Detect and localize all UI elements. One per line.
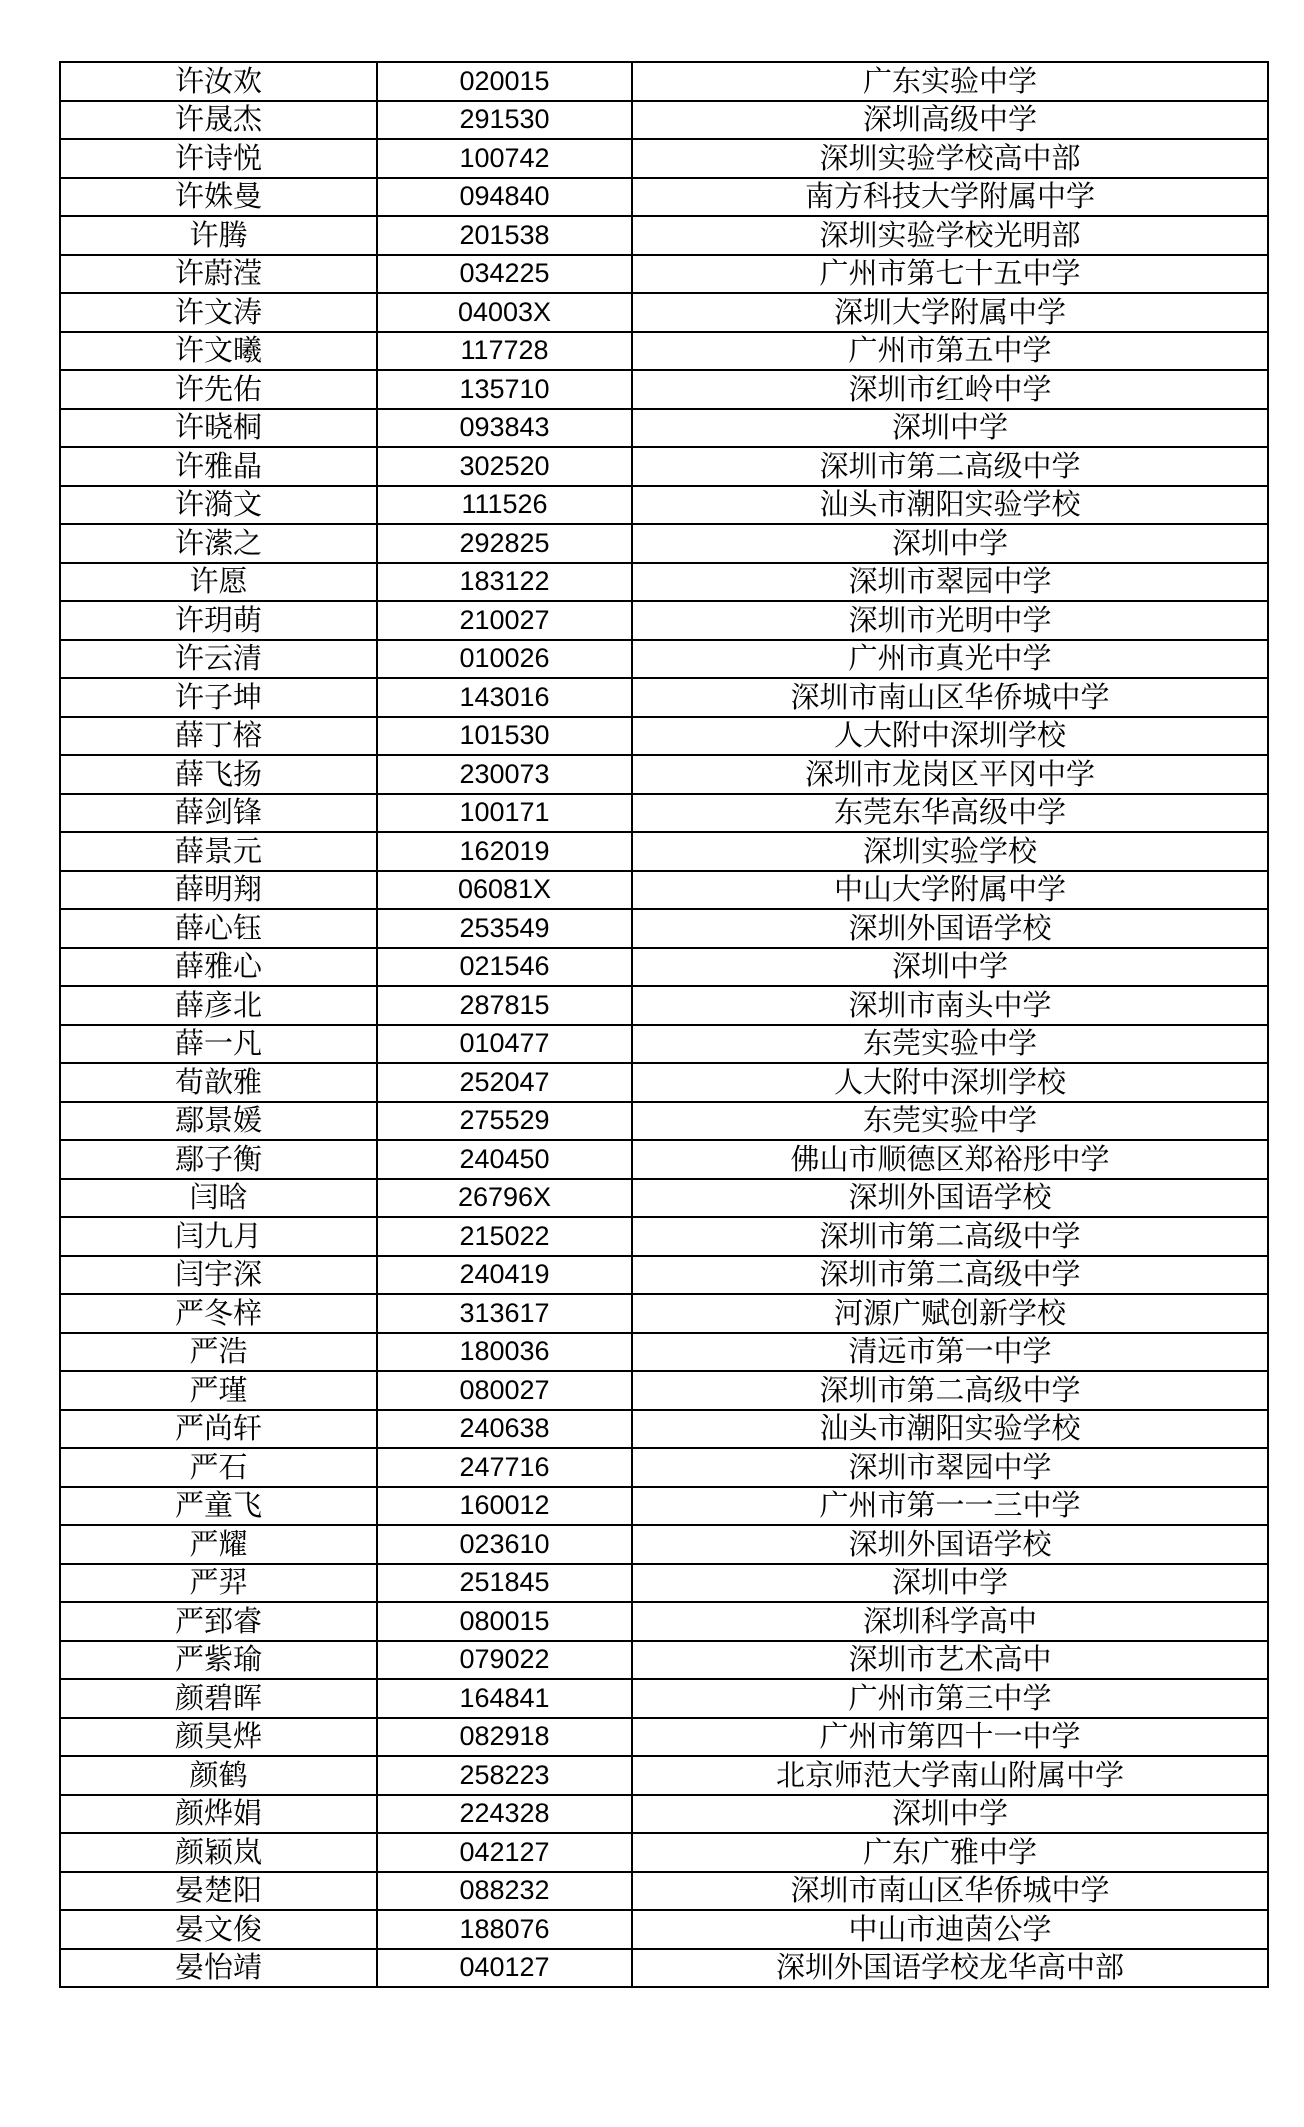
student-name-cell: 晏楚阳 bbox=[60, 1872, 377, 1911]
school-name-cell: 深圳中学 bbox=[632, 1564, 1268, 1603]
school-name-cell: 深圳市南山区华侨城中学 bbox=[632, 678, 1268, 717]
student-id-cell: 183122 bbox=[377, 563, 632, 602]
student-name-cell: 晏怡靖 bbox=[60, 1949, 377, 1988]
school-name-cell: 东莞东华高级中学 bbox=[632, 794, 1268, 833]
school-name-cell: 南方科技大学附属中学 bbox=[632, 178, 1268, 217]
student-id-cell: 034225 bbox=[377, 255, 632, 294]
student-id-cell: 010477 bbox=[377, 1025, 632, 1064]
student-name-cell: 薛心钰 bbox=[60, 909, 377, 948]
table-row bbox=[60, 409, 1268, 448]
student-id-cell: 164841 bbox=[377, 1679, 632, 1718]
student-id-cell: 117728 bbox=[377, 332, 632, 371]
school-name-cell: 深圳中学 bbox=[632, 1795, 1268, 1834]
school-name-cell: 汕头市潮阳实验学校 bbox=[632, 1410, 1268, 1449]
student-id-cell: 160012 bbox=[377, 1487, 632, 1526]
student-name-cell: 许汝欢 bbox=[60, 62, 377, 101]
school-name-cell: 北京师范大学南山附属中学 bbox=[632, 1756, 1268, 1795]
table-row bbox=[60, 1448, 1268, 1487]
school-name-cell: 汕头市潮阳实验学校 bbox=[632, 486, 1268, 525]
student-id-cell: 093843 bbox=[377, 409, 632, 448]
student-name-cell: 严童飞 bbox=[60, 1487, 377, 1526]
student-id-cell: 188076 bbox=[377, 1910, 632, 1949]
table-row bbox=[60, 101, 1268, 140]
student-name-cell: 颜昊烨 bbox=[60, 1718, 377, 1757]
table-row bbox=[60, 1217, 1268, 1256]
table-row bbox=[60, 640, 1268, 679]
school-name-cell: 深圳实验学校高中部 bbox=[632, 139, 1268, 178]
student-name-cell: 许诗悦 bbox=[60, 139, 377, 178]
student-id-cell: 101530 bbox=[377, 717, 632, 756]
student-name-cell: 许晟杰 bbox=[60, 101, 377, 140]
student-id-cell: 079022 bbox=[377, 1641, 632, 1680]
student-name-cell: 许晓桐 bbox=[60, 409, 377, 448]
student-name-cell: 薛景元 bbox=[60, 832, 377, 871]
student-id-cell: 275529 bbox=[377, 1102, 632, 1141]
school-name-cell: 深圳市第二高级中学 bbox=[632, 447, 1268, 486]
school-name-cell: 广州市真光中学 bbox=[632, 640, 1268, 679]
student-id-cell: 010026 bbox=[377, 640, 632, 679]
school-name-cell: 深圳外国语学校 bbox=[632, 1179, 1268, 1218]
school-name-cell: 深圳市红岭中学 bbox=[632, 370, 1268, 409]
student-id-cell: 088232 bbox=[377, 1872, 632, 1911]
student-name-cell: 严耀 bbox=[60, 1525, 377, 1564]
table-row bbox=[60, 1679, 1268, 1718]
table-row bbox=[60, 139, 1268, 178]
student-name-cell: 严郅睿 bbox=[60, 1602, 377, 1641]
school-name-cell: 东莞实验中学 bbox=[632, 1102, 1268, 1141]
student-id-cell: 313617 bbox=[377, 1294, 632, 1333]
table-row bbox=[60, 1833, 1268, 1872]
student-id-cell: 210027 bbox=[377, 601, 632, 640]
table-row bbox=[60, 332, 1268, 371]
school-name-cell: 深圳市第二高级中学 bbox=[632, 1371, 1268, 1410]
student-name-cell: 晏文俊 bbox=[60, 1910, 377, 1949]
table-row bbox=[60, 1487, 1268, 1526]
student-name-cell: 严冬梓 bbox=[60, 1294, 377, 1333]
student-id-cell: 291530 bbox=[377, 101, 632, 140]
school-name-cell: 深圳科学高中 bbox=[632, 1602, 1268, 1641]
school-name-cell: 东莞实验中学 bbox=[632, 1025, 1268, 1064]
table-row bbox=[60, 447, 1268, 486]
table-row bbox=[60, 1179, 1268, 1218]
table-row bbox=[60, 524, 1268, 563]
table-row bbox=[60, 1025, 1268, 1064]
school-name-cell: 广州市第四十一中学 bbox=[632, 1718, 1268, 1757]
table-row bbox=[60, 986, 1268, 1025]
student-name-cell: 严瑾 bbox=[60, 1371, 377, 1410]
student-name-cell: 闫晗 bbox=[60, 1179, 377, 1218]
table-row bbox=[60, 1718, 1268, 1757]
student-name-cell: 许姝曼 bbox=[60, 178, 377, 217]
school-name-cell: 深圳市艺术高中 bbox=[632, 1641, 1268, 1680]
student-id-cell: 215022 bbox=[377, 1217, 632, 1256]
student-name-cell: 颜鹤 bbox=[60, 1756, 377, 1795]
student-id-cell: 253549 bbox=[377, 909, 632, 948]
student-id-cell: 26796X bbox=[377, 1179, 632, 1218]
student-id-cell: 240419 bbox=[377, 1256, 632, 1295]
table-row bbox=[60, 794, 1268, 833]
table-row bbox=[60, 1140, 1268, 1179]
table-row bbox=[60, 1256, 1268, 1295]
student-id-cell: 080027 bbox=[377, 1371, 632, 1410]
student-name-cell: 严尚轩 bbox=[60, 1410, 377, 1449]
table-row bbox=[60, 293, 1268, 332]
table-row bbox=[60, 216, 1268, 255]
school-name-cell: 深圳外国语学校 bbox=[632, 1525, 1268, 1564]
school-name-cell: 深圳中学 bbox=[632, 524, 1268, 563]
table-row bbox=[60, 486, 1268, 525]
student-id-cell: 04003X bbox=[377, 293, 632, 332]
school-name-cell: 广州市第七十五中学 bbox=[632, 255, 1268, 294]
student-list-body bbox=[60, 62, 1268, 1987]
student-id-cell: 247716 bbox=[377, 1448, 632, 1487]
student-id-cell: 201538 bbox=[377, 216, 632, 255]
student-name-cell: 严羿 bbox=[60, 1564, 377, 1603]
student-name-cell: 许文涛 bbox=[60, 293, 377, 332]
table-row bbox=[60, 1333, 1268, 1372]
student-name-cell: 荀歆雅 bbox=[60, 1063, 377, 1102]
table-row bbox=[60, 1063, 1268, 1102]
school-name-cell: 深圳实验学校光明部 bbox=[632, 216, 1268, 255]
table-row bbox=[60, 62, 1268, 101]
school-name-cell: 人大附中深圳学校 bbox=[632, 1063, 1268, 1102]
student-name-cell: 许漪文 bbox=[60, 486, 377, 525]
school-name-cell: 深圳外国语学校 bbox=[632, 909, 1268, 948]
school-name-cell: 中山市迪茵公学 bbox=[632, 1910, 1268, 1949]
table-row bbox=[60, 1410, 1268, 1449]
student-id-cell: 06081X bbox=[377, 871, 632, 910]
school-name-cell: 人大附中深圳学校 bbox=[632, 717, 1268, 756]
student-name-cell: 闫九月 bbox=[60, 1217, 377, 1256]
table-row bbox=[60, 370, 1268, 409]
table-row bbox=[60, 1910, 1268, 1949]
student-id-cell: 180036 bbox=[377, 1333, 632, 1372]
student-id-cell: 082918 bbox=[377, 1718, 632, 1757]
student-name-cell: 许愿 bbox=[60, 563, 377, 602]
school-name-cell: 深圳市第二高级中学 bbox=[632, 1217, 1268, 1256]
student-name-cell: 薛飞扬 bbox=[60, 755, 377, 794]
student-name-cell: 严石 bbox=[60, 1448, 377, 1487]
school-name-cell: 佛山市顺德区郑裕彤中学 bbox=[632, 1140, 1268, 1179]
school-name-cell: 深圳市第二高级中学 bbox=[632, 1256, 1268, 1295]
table-row bbox=[60, 1872, 1268, 1911]
student-name-cell: 许子坤 bbox=[60, 678, 377, 717]
school-name-cell: 深圳高级中学 bbox=[632, 101, 1268, 140]
student-name-cell: 薛明翔 bbox=[60, 871, 377, 910]
table-row bbox=[60, 755, 1268, 794]
student-name-cell: 鄢子衡 bbox=[60, 1140, 377, 1179]
student-id-cell: 230073 bbox=[377, 755, 632, 794]
student-id-cell: 162019 bbox=[377, 832, 632, 871]
table-row bbox=[60, 1756, 1268, 1795]
student-name-cell: 许腾 bbox=[60, 216, 377, 255]
student-name-cell: 薛雅心 bbox=[60, 948, 377, 987]
student-id-cell: 258223 bbox=[377, 1756, 632, 1795]
school-name-cell: 深圳中学 bbox=[632, 409, 1268, 448]
student-name-cell: 颜颖岚 bbox=[60, 1833, 377, 1872]
student-name-cell: 薛丁榕 bbox=[60, 717, 377, 756]
school-name-cell: 深圳市光明中学 bbox=[632, 601, 1268, 640]
student-id-cell: 143016 bbox=[377, 678, 632, 717]
school-name-cell: 广州市第五中学 bbox=[632, 332, 1268, 371]
school-name-cell: 深圳外国语学校龙华高中部 bbox=[632, 1949, 1268, 1988]
student-id-cell: 252047 bbox=[377, 1063, 632, 1102]
student-id-cell: 302520 bbox=[377, 447, 632, 486]
student-id-cell: 040127 bbox=[377, 1949, 632, 1988]
student-name-cell: 许雅晶 bbox=[60, 447, 377, 486]
student-name-cell: 许文曦 bbox=[60, 332, 377, 371]
school-name-cell: 广州市第一一三中学 bbox=[632, 1487, 1268, 1526]
table-row bbox=[60, 1371, 1268, 1410]
student-name-cell: 严浩 bbox=[60, 1333, 377, 1372]
table-row bbox=[60, 1564, 1268, 1603]
school-name-cell: 深圳市南山区华侨城中学 bbox=[632, 1872, 1268, 1911]
school-name-cell: 深圳中学 bbox=[632, 948, 1268, 987]
student-id-cell: 100742 bbox=[377, 139, 632, 178]
student-id-cell: 111526 bbox=[377, 486, 632, 525]
student-name-cell: 颜烨娟 bbox=[60, 1795, 377, 1834]
table-row bbox=[60, 1525, 1268, 1564]
student-name-cell: 鄢景媛 bbox=[60, 1102, 377, 1141]
school-name-cell: 深圳大学附属中学 bbox=[632, 293, 1268, 332]
student-id-cell: 020015 bbox=[377, 62, 632, 101]
student-name-cell: 闫宇深 bbox=[60, 1256, 377, 1295]
student-id-cell: 292825 bbox=[377, 524, 632, 563]
student-id-cell: 135710 bbox=[377, 370, 632, 409]
table-row bbox=[60, 1102, 1268, 1141]
table-row bbox=[60, 717, 1268, 756]
school-name-cell: 广东广雅中学 bbox=[632, 1833, 1268, 1872]
student-id-cell: 287815 bbox=[377, 986, 632, 1025]
school-name-cell: 深圳市翠园中学 bbox=[632, 563, 1268, 602]
table-row bbox=[60, 678, 1268, 717]
table-row bbox=[60, 1949, 1268, 1988]
school-name-cell: 深圳市龙岗区平冈中学 bbox=[632, 755, 1268, 794]
school-name-cell: 深圳市南头中学 bbox=[632, 986, 1268, 1025]
table-row bbox=[60, 832, 1268, 871]
school-name-cell: 深圳实验学校 bbox=[632, 832, 1268, 871]
table-row bbox=[60, 1795, 1268, 1834]
student-id-cell: 080015 bbox=[377, 1602, 632, 1641]
student-name-cell: 颜碧晖 bbox=[60, 1679, 377, 1718]
table-row bbox=[60, 255, 1268, 294]
student-name-cell: 许潆之 bbox=[60, 524, 377, 563]
school-name-cell: 清远市第一中学 bbox=[632, 1333, 1268, 1372]
student-name-cell: 薛剑锋 bbox=[60, 794, 377, 833]
student-name-cell: 薛彦北 bbox=[60, 986, 377, 1025]
student-id-cell: 042127 bbox=[377, 1833, 632, 1872]
table-row bbox=[60, 948, 1268, 987]
student-id-cell: 251845 bbox=[377, 1564, 632, 1603]
student-id-cell: 224328 bbox=[377, 1795, 632, 1834]
student-id-cell: 240638 bbox=[377, 1410, 632, 1449]
table-row bbox=[60, 871, 1268, 910]
student-name-cell: 许玥萌 bbox=[60, 601, 377, 640]
school-name-cell: 广东实验中学 bbox=[632, 62, 1268, 101]
table-row bbox=[60, 909, 1268, 948]
student-id-cell: 023610 bbox=[377, 1525, 632, 1564]
table-row bbox=[60, 563, 1268, 602]
student-name-cell: 许先佑 bbox=[60, 370, 377, 409]
table-row bbox=[60, 601, 1268, 640]
student-name-cell: 薛一凡 bbox=[60, 1025, 377, 1064]
student-name-cell: 许蔚滢 bbox=[60, 255, 377, 294]
school-name-cell: 深圳市翠园中学 bbox=[632, 1448, 1268, 1487]
student-name-cell: 许云清 bbox=[60, 640, 377, 679]
student-id-cell: 240450 bbox=[377, 1140, 632, 1179]
student-list-table bbox=[59, 61, 1269, 1988]
school-name-cell: 广州市第三中学 bbox=[632, 1679, 1268, 1718]
student-id-cell: 100171 bbox=[377, 794, 632, 833]
table-row bbox=[60, 178, 1268, 217]
table-row bbox=[60, 1602, 1268, 1641]
student-name-cell: 严紫瑜 bbox=[60, 1641, 377, 1680]
table-row bbox=[60, 1294, 1268, 1333]
student-id-cell: 094840 bbox=[377, 178, 632, 217]
school-name-cell: 河源广赋创新学校 bbox=[632, 1294, 1268, 1333]
table-row bbox=[60, 1641, 1268, 1680]
student-id-cell: 021546 bbox=[377, 948, 632, 987]
school-name-cell: 中山大学附属中学 bbox=[632, 871, 1268, 910]
